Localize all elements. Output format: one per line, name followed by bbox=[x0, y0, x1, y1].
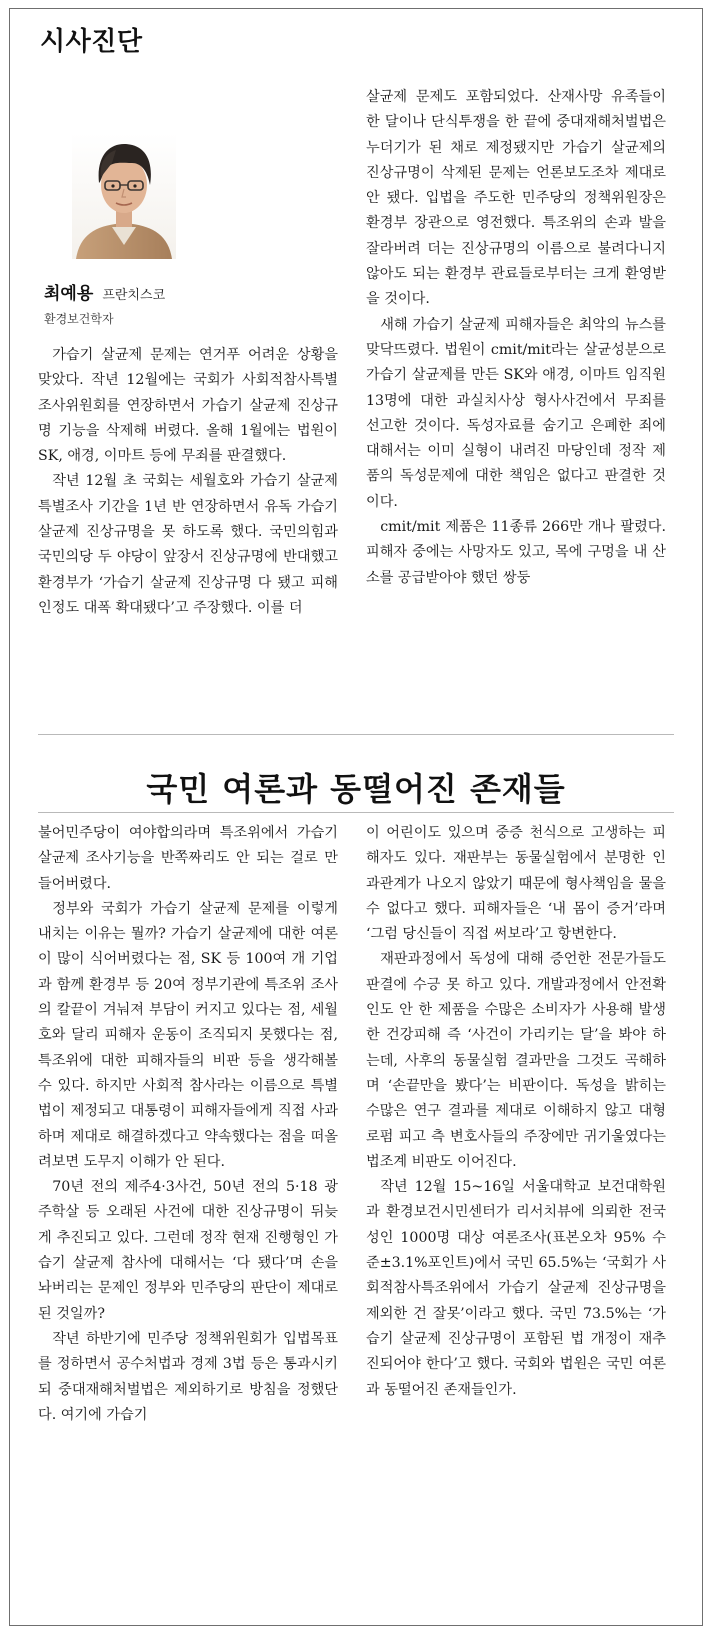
paragraph: 작년 하반기에 민주당 정책위원회가 입법목표를 정하면서 공수처법과 경제 3법 등은 통과시키되 중대재해처벌법은 제외하기로 방침을 정했단다. 여기에 가습기 bbox=[38, 1330, 338, 1423]
paragraph: 작년 12월 초 국회는 세월호와 가습기 살균제 특별조사 기간을 1년 반 연장하면서 유독 가습기 살균제 진상규명을 못 하도록 했다. 국민의힘과 국민의당 두 야당이 앞장서 진상규명에 반대했고 환경부가 ‘가습기 살균제 진상규명 다 됐고 피해인정도 대폭 확대됐다’고 주장했다. 이를 더 bbox=[38, 473, 338, 616]
author-name: 최예용 bbox=[44, 284, 94, 304]
section-title: 시사진단 bbox=[40, 27, 143, 57]
paragraph: 정부와 국회가 가습기 살균제 문제를 이렇게 내치는 이유는 뭘까? 가습기 살균제에 대한 여론이 많이 식어버렸다는 점, SK 등 100여 개 기업과 함께 환경부 등 20여 정부기관에 특조위 조사의 칼끝이 겨눠져 부담이 커지고 있다는 점, 세월호와 달리 피해자 운동이 조직되지 못했다는 점, 특조위에 대한 피해자들의 비판 등을 생각해볼 수 있다. 하지만 사회적 참사라는 이름으로 특별법이 제정되고 대통령이 피해자들에게 직접 사과하며 제대로 해결하겠다고 약속했다는 점을 떠올려보면 도무지 이해가 안 된다. bbox=[38, 900, 338, 1170]
headline-divider-bottom bbox=[38, 812, 674, 813]
article-headline: 국민 여론과 동떨어진 존재들 bbox=[146, 770, 566, 808]
lower-right-column bbox=[366, 821, 666, 1403]
paragraph: 살균제 문제도 포함되었다. 산재사망 유족들이 한 달이나 단식투쟁을 한 끝에 중대재해처벌법은 누더기가 된 채로 제정됐지만 가습기 살균제의 진상규명이 삭제된 문제는 언론보도조차 제대로 안 됐다. 입법을 주도한 민주당의 정책위원장은 환경부 장관으로 영전했다. 특조위의 손과 발을 잘라버려 더는 진상규명의 이름으로 불려다니지 않아도 되는 환경부 관료들로부터는 크게 환영받을 것이다. bbox=[366, 89, 666, 308]
paragraph: 재판과정에서 독성에 대해 증언한 전문가들도 판결에 수긍 못 하고 있다. 개발과정에서 안전확인도 안 한 제품을 수많은 소비자가 사용해 발생한 건강피해 즉 ‘사건이 가리키는 달’을 봐야 하는데, 사후의 동물실험 결과만을 그것도 곡해하며 ‘손끝만을 봤다’는 비판이다. 독성을 밝히는 수많은 연구 결과를 제대로 이해하지 않고 대형 로펌 피고 측 변호사들의 주장에만 귀기울였다는 법조계 비판도 이어진다. bbox=[366, 951, 666, 1170]
lower-left-column bbox=[38, 821, 338, 1428]
upper-right-column bbox=[366, 85, 666, 591]
author-alias: 프란치스코 bbox=[102, 288, 166, 303]
article-frame bbox=[9, 8, 703, 1626]
upper-left-column bbox=[38, 343, 338, 621]
author-byline bbox=[44, 279, 165, 327]
paragraph: 70년 전의 제주4·3사건, 50년 전의 5·18 광주학살 등 오래된 사건에 대한 진상규명이 뒤늦게 추진되고 있다. 그런데 정작 현재 진행형인 가습기 살균제 참사에 대해서는 ‘다 됐다’며 손을 놔버리는 문제인 정부와 민주당의 판단이 제대로 된 것일까? bbox=[38, 1179, 338, 1322]
paragraph: 불어민주당이 여야합의라며 특조위에서 가습기 살균제 조사기능을 반쪽짜리도 안 되는 걸로 만들어버렸다. bbox=[38, 825, 338, 892]
paragraph: cmit/mit 제품은 11종류 266만 개나 팔렸다. 피해자 중에는 사망자도 있고, 목에 구멍을 내 산소를 공급받아야 했던 쌍둥 bbox=[366, 519, 666, 586]
paragraph: 이 어린이도 있으며 중증 천식으로 고생하는 피해자도 있다. 재판부는 동물실험에서 분명한 인과관계가 나오지 않았기 때문에 형사책임을 물을 수 없다고 했다. 피해자들은 ‘내 몸이 증거’라며 ‘그럼 당신들이 직접 써보라’고 항변한다. bbox=[366, 825, 666, 943]
paragraph: 작년 12월 15~16일 서울대학교 보건대학원과 환경보건시민센터가 리서치뷰에 의뢰한 전국 성인 1000명 대상 여론조사(표본오차 95% 수준±3.1%포인트)에서 국민 65.5%는 ‘국회가 사회적참사특조위에서 가습기 살균제 진상규명을 제외한 건 잘못’이라고 했다. 국민 73.5%는 ‘가습기 살균제 진상규명이 포함된 법 개정이 재추진되어야 한다’고 했다. 국회와 법원은 국민 여론과 동떨어진 존재들인가. bbox=[366, 1179, 666, 1398]
author-photo bbox=[72, 133, 176, 259]
headline-divider-top bbox=[38, 734, 674, 735]
author-title: 환경보건학자 bbox=[44, 312, 114, 326]
paragraph: 새해 가습기 살균제 피해자들은 최악의 뉴스를 맞닥뜨렸다. 법원이 cmit/mit라는 살균성분으로 가습기 살균제를 만든 SK와 애경, 이마트 임직원 13명에 대한 과실치사상 형사사건에서 무죄를 선고한 것이다. 독성자료를 숨기고 은폐한 죄에 대해서는 이미 실형이 내려진 마당인데 정작 제품의 독성문제에 대한 책임은 없다고 판결한 것이다. bbox=[366, 316, 666, 510]
paragraph: 가습기 살균제 문제는 연거푸 어려운 상황을 맞았다. 작년 12월에는 국회가 사회적참사특별조사위원회를 연장하면서 가습기 살균제 진상규명 기능을 삭제해 버렸다. 올해 1월에는 법원이 SK, 애경, 이마트 등에 무죄를 판결했다. bbox=[38, 347, 338, 465]
author-portrait-image bbox=[72, 133, 176, 259]
